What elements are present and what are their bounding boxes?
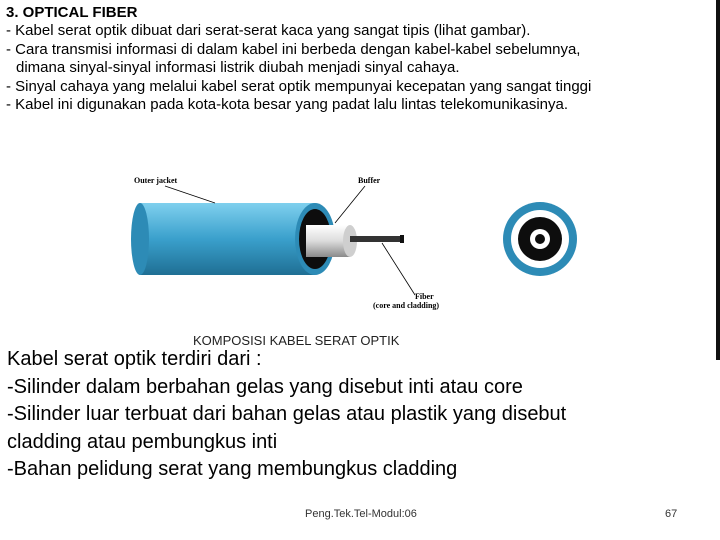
bullet-item-continuation: dimana sinyal-sinyal informasi listrik diubah menjadi sinyal cahaya. (16, 59, 460, 76)
footer-text: Peng.Tek.Tel-Modul:06 (305, 508, 417, 520)
bullet-item: - Sinyal cahaya yang melalui kabel serat optik mempunyai kecepatan yang sangat tinggi (6, 77, 592, 95)
body-line: cladding atau pembungkus inti (7, 430, 278, 453)
body-line: -Silinder luar terbuat dari bahan gelas atau plastik yang disebut (7, 403, 567, 425)
outer-jacket-label: Outer jacket (134, 176, 178, 185)
bullet-item: - Kabel ini digunakan pada kota-kota besar yang padat lalu lintas telekomunikasinya. (6, 96, 569, 113)
bullet-item: - Kabel serat optik dibuat dari serat-serat kaca yang sangat tipis (lihat gambar). (6, 22, 531, 39)
fiber-label: Fiber (415, 292, 434, 301)
cable-cross-section (503, 202, 577, 276)
bullet-list (6, 22, 718, 115)
body-text (7, 346, 713, 484)
body-line: Kabel serat optik terdiri dari : (7, 348, 262, 370)
figure-caption: KOMPOSISI KABEL SERAT OPTIK (193, 333, 400, 348)
cable-side-view (131, 203, 404, 275)
fiber-cable-figure (120, 165, 600, 350)
bullet-item: - Cara transmisi informasi di dalam kabel ini berbeda dengan kabel-kabel sebelumnya, (6, 40, 581, 58)
right-edge-bar (716, 0, 720, 360)
slide-title: 3. OPTICAL FIBER (6, 4, 138, 21)
fiber-sub-label: (core and cladding) (373, 301, 440, 310)
body-line: -Silinder dalam berbahan gelas yang disebut inti atau core (7, 375, 523, 398)
body-line: -Bahan pelidung serat yang membungkus cladding (7, 458, 458, 480)
page-number: 67 (665, 508, 678, 520)
buffer-label: Buffer (358, 176, 381, 185)
